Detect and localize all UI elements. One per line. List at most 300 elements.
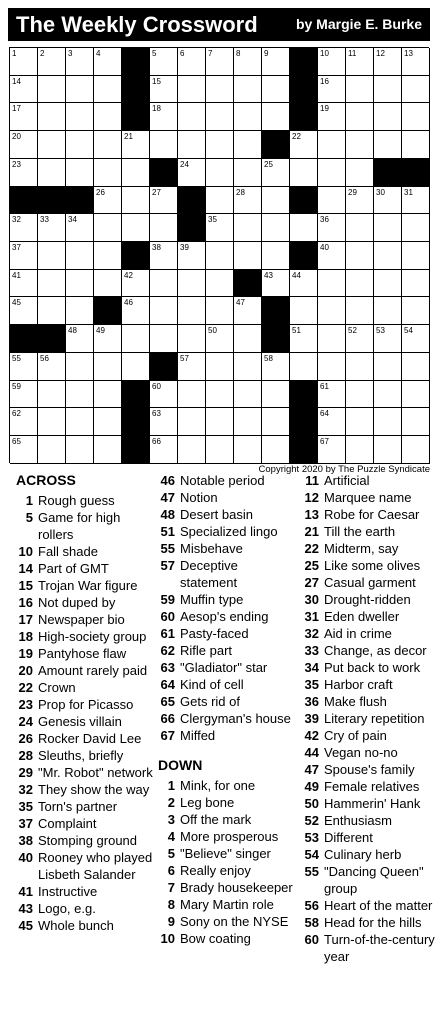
grid-cell[interactable] [374, 408, 402, 436]
clue-text: High-society group [38, 629, 147, 644]
across-heading: ACROSS [16, 472, 76, 488]
clue-text: Amount rarely paid [38, 663, 148, 678]
grid-cell[interactable] [66, 159, 94, 187]
grid-cell[interactable] [234, 381, 262, 409]
grid-cell[interactable] [318, 353, 346, 381]
grid-cell[interactable] [150, 103, 178, 131]
clue-number-label: 52 [304, 813, 319, 828]
clue-text: Literary repetition [324, 711, 425, 726]
grid-cell[interactable] [150, 187, 178, 215]
grid-cell[interactable] [38, 76, 66, 104]
grid-cell[interactable] [150, 48, 178, 76]
clue-number-label: 10 [18, 544, 33, 559]
clue-number: 12 [376, 49, 385, 58]
down-heading: DOWN [158, 757, 203, 773]
grid-cell[interactable] [234, 214, 262, 242]
clue-text: Logo, e.g. [38, 901, 96, 916]
grid-cell[interactable] [38, 214, 66, 242]
grid-cell[interactable] [346, 103, 374, 131]
grid-cell[interactable] [262, 408, 290, 436]
grid-cell[interactable] [206, 214, 234, 242]
grid-cell[interactable] [262, 214, 290, 242]
puzzle-title: The Weekly Crossword [16, 12, 258, 37]
grid-cell[interactable] [206, 353, 234, 381]
grid-cell[interactable] [10, 76, 38, 104]
grid-cell[interactable] [374, 76, 402, 104]
grid-cell[interactable] [94, 131, 122, 159]
grid-cell[interactable] [234, 159, 262, 187]
across-clue [16, 645, 156, 662]
grid-cell[interactable] [10, 103, 38, 131]
grid-cell[interactable] [94, 48, 122, 76]
grid-cell[interactable] [318, 103, 346, 131]
grid-cell[interactable] [402, 381, 430, 409]
grid-cell[interactable] [178, 76, 206, 104]
grid-cell[interactable] [178, 270, 206, 298]
grid-cell[interactable] [318, 76, 346, 104]
clue-number-label: 44 [304, 745, 319, 760]
grid-cell[interactable] [402, 297, 430, 325]
grid-cell[interactable] [262, 76, 290, 104]
grid-cell[interactable] [122, 159, 150, 187]
grid-cell[interactable] [94, 353, 122, 381]
grid-cell[interactable] [38, 242, 66, 270]
grid-cell[interactable] [38, 270, 66, 298]
grid-cell[interactable] [206, 131, 234, 159]
clue-number-label: 15 [18, 578, 33, 593]
grid-cell[interactable] [178, 242, 206, 270]
across-clue [158, 676, 298, 693]
grid-cell[interactable] [206, 381, 234, 409]
grid-cell[interactable] [402, 353, 430, 381]
clue-number-label: 56 [304, 898, 319, 913]
clue-number-label: 14 [18, 561, 33, 576]
grid-cell[interactable] [206, 270, 234, 298]
grid-cell[interactable] [10, 48, 38, 76]
grid-cell[interactable] [346, 159, 374, 187]
grid-cell[interactable] [150, 436, 178, 464]
grid-cell[interactable] [374, 297, 402, 325]
grid-cell[interactable] [318, 187, 346, 215]
grid-cell[interactable] [346, 270, 374, 298]
clue-text: Part of GMT [38, 561, 109, 576]
grid-cell[interactable] [10, 131, 38, 159]
grid-cell[interactable] [66, 325, 94, 353]
grid-cell[interactable] [234, 297, 262, 325]
grid-cell[interactable] [150, 242, 178, 270]
grid-cell[interactable] [290, 131, 318, 159]
grid-cell[interactable] [206, 408, 234, 436]
grid-cell[interactable] [374, 214, 402, 242]
clue-text: Instructive [38, 884, 98, 899]
grid-cell[interactable] [262, 242, 290, 270]
clue-number-label: 31 [304, 609, 319, 624]
grid-cell[interactable] [150, 325, 178, 353]
down-clue [302, 591, 440, 608]
grid-cell[interactable] [66, 76, 94, 104]
clue-number: 60 [152, 381, 161, 391]
grid-cell[interactable] [206, 103, 234, 131]
down-clue [302, 710, 440, 727]
across-clue [158, 727, 298, 744]
grid-cell[interactable] [318, 297, 346, 325]
clue-text: Prop for Picasso [38, 697, 134, 712]
down-clue [302, 523, 440, 540]
grid-cell[interactable] [374, 436, 402, 464]
grid-cell[interactable] [10, 159, 38, 187]
grid-cell[interactable] [10, 436, 38, 464]
grid-cell[interactable] [206, 159, 234, 187]
grid-cell[interactable] [346, 242, 374, 270]
grid-cell[interactable] [374, 48, 402, 76]
grid-cell[interactable] [150, 76, 178, 104]
grid-cell[interactable] [94, 325, 122, 353]
grid-cell[interactable] [402, 131, 430, 159]
grid-cell[interactable] [178, 436, 206, 464]
grid-cell[interactable] [346, 381, 374, 409]
grid-cell[interactable] [346, 48, 374, 76]
grid-cell[interactable] [290, 297, 318, 325]
grid-cell[interactable] [122, 325, 150, 353]
grid-cell[interactable] [38, 103, 66, 131]
grid-cell[interactable] [290, 214, 318, 242]
grid-cell[interactable] [346, 353, 374, 381]
grid-cell[interactable] [318, 242, 346, 270]
grid-cell[interactable] [318, 214, 346, 242]
grid-cell[interactable] [38, 297, 66, 325]
grid-cell[interactable] [10, 381, 38, 409]
grid-cell[interactable] [206, 297, 234, 325]
clue-number-label: 5 [167, 846, 175, 861]
grid-cell[interactable] [178, 131, 206, 159]
grid-cell[interactable] [346, 214, 374, 242]
grid-cell[interactable] [262, 436, 290, 464]
grid-cell[interactable] [94, 103, 122, 131]
grid-cell[interactable] [178, 325, 206, 353]
clue-number-label: 22 [18, 680, 33, 695]
clue-number: 19 [320, 104, 329, 114]
grid-cell[interactable] [262, 270, 290, 298]
grid-cell[interactable] [150, 131, 178, 159]
clue-number: 31 [404, 187, 413, 197]
grid-cell[interactable] [262, 381, 290, 409]
grid-cell[interactable] [318, 48, 346, 76]
clue-number-label: 47 [160, 490, 175, 505]
clue-number: 18 [152, 104, 161, 114]
grid-cell[interactable] [290, 325, 318, 353]
clue-number: 43 [264, 270, 273, 280]
grid-cell[interactable] [66, 131, 94, 159]
clue-text: Rocker David Lee [38, 731, 142, 746]
clue-number-label: 10 [160, 931, 175, 946]
grid-cell[interactable] [402, 242, 430, 270]
grid-cell[interactable] [262, 159, 290, 187]
grid-cell[interactable] [94, 76, 122, 104]
clue-number-label: 35 [18, 799, 33, 814]
grid-cell[interactable] [402, 48, 430, 76]
clue-number: 38 [152, 243, 161, 253]
grid-cell[interactable] [38, 48, 66, 76]
clue-number-label: 60 [160, 609, 175, 624]
grid-cell[interactable] [206, 48, 234, 76]
grid-cell[interactable] [234, 131, 262, 159]
grid-cell[interactable] [150, 270, 178, 298]
grid-cell[interactable] [150, 297, 178, 325]
grid-cell[interactable] [374, 270, 402, 298]
black-square [10, 187, 38, 215]
grid-cell[interactable] [94, 214, 122, 242]
across-clue [16, 883, 156, 900]
grid-cell[interactable] [38, 159, 66, 187]
grid-cell[interactable] [38, 381, 66, 409]
down-clue [302, 744, 440, 761]
grid-cell[interactable] [94, 381, 122, 409]
clue-text: Female relatives [324, 779, 420, 794]
grid-cell[interactable] [262, 187, 290, 215]
grid-cell[interactable] [66, 103, 94, 131]
grid-cell[interactable] [318, 159, 346, 187]
grid-cell[interactable] [234, 353, 262, 381]
grid-cell[interactable] [402, 436, 430, 464]
grid-cell[interactable] [402, 408, 430, 436]
grid-cell[interactable] [94, 159, 122, 187]
grid-cell[interactable] [94, 187, 122, 215]
grid-cell[interactable] [206, 187, 234, 215]
grid-cell[interactable] [374, 187, 402, 215]
clue-text: "Gladiator" star [180, 660, 268, 675]
grid-cell[interactable] [10, 242, 38, 270]
clue-text: Genesis villain [38, 714, 122, 729]
grid-cell[interactable] [178, 48, 206, 76]
grid-cell[interactable] [66, 381, 94, 409]
grid-cell[interactable] [402, 325, 430, 353]
grid-cell[interactable] [234, 48, 262, 76]
grid-cell[interactable] [122, 131, 150, 159]
clue-text: Kind of cell [180, 677, 244, 692]
down-clue [302, 540, 440, 557]
clue-number: 49 [96, 326, 105, 336]
across-clue [16, 900, 156, 917]
clue-text: Desert basin [180, 507, 253, 522]
grid-cell[interactable] [66, 297, 94, 325]
grid-cell[interactable] [374, 381, 402, 409]
across-clue [16, 815, 156, 832]
grid-cell[interactable] [38, 408, 66, 436]
clue-text: Fall shade [38, 544, 98, 559]
grid-cell[interactable] [346, 297, 374, 325]
across-clue [158, 693, 298, 710]
clue-number-label: 38 [18, 833, 33, 848]
grid-cell[interactable] [10, 353, 38, 381]
grid-cell[interactable] [122, 214, 150, 242]
grid-cell[interactable] [402, 270, 430, 298]
grid-cell[interactable] [10, 297, 38, 325]
across-clue [158, 710, 298, 727]
grid-cell[interactable] [346, 187, 374, 215]
grid-cell[interactable] [402, 214, 430, 242]
black-square [262, 297, 290, 325]
clue-number: 40 [320, 243, 329, 253]
black-square [150, 159, 178, 187]
across-clue [158, 591, 298, 608]
across-clue [16, 560, 156, 577]
grid-cell[interactable] [402, 187, 430, 215]
down-clue [302, 778, 440, 795]
clue-number-label: 26 [18, 731, 33, 746]
clue-number-label: 50 [304, 796, 319, 811]
grid-cell[interactable] [122, 353, 150, 381]
grid-cell[interactable] [346, 131, 374, 159]
grid-cell[interactable] [38, 131, 66, 159]
grid-cell[interactable] [122, 187, 150, 215]
black-square [234, 270, 262, 298]
clue-number-label: 12 [304, 490, 319, 505]
grid-cell[interactable] [234, 187, 262, 215]
grid-cell[interactable] [178, 381, 206, 409]
grid-cell[interactable] [290, 353, 318, 381]
grid-cell[interactable] [346, 76, 374, 104]
clue-number: 42 [124, 270, 133, 280]
clue-text: Stomping ground [38, 833, 138, 848]
clue-number: 6 [180, 49, 185, 58]
grid-cell[interactable] [262, 103, 290, 131]
clue-text: Mary Martin role [180, 897, 274, 912]
clue-number-label: 29 [18, 765, 33, 780]
grid-cell[interactable] [318, 131, 346, 159]
clue-text: Rooney who played Lisbeth Salander [38, 850, 153, 882]
clue-number: 67 [320, 437, 329, 447]
grid-cell[interactable] [262, 353, 290, 381]
clue-number: 3 [68, 49, 73, 58]
clue-number-label: 17 [18, 612, 33, 627]
clue-number-label: 23 [18, 697, 33, 712]
clue-text: Vegan no-no [324, 745, 398, 760]
across-clue [16, 713, 156, 730]
grid-cell[interactable] [66, 408, 94, 436]
grid-cell[interactable] [402, 76, 430, 104]
grid-cell[interactable] [374, 131, 402, 159]
across-clue [158, 557, 298, 591]
clue-number-label: 30 [304, 592, 319, 607]
clue-number: 20 [12, 132, 21, 142]
grid-cell[interactable] [178, 408, 206, 436]
across-clue [158, 659, 298, 676]
grid-cell[interactable] [206, 76, 234, 104]
clue-number-label: 47 [304, 762, 319, 777]
grid-cell[interactable] [206, 436, 234, 464]
grid-cell[interactable] [346, 325, 374, 353]
clue-text: Newspaper bio [38, 612, 125, 627]
grid-cell[interactable] [178, 297, 206, 325]
grid-cell[interactable] [94, 408, 122, 436]
clue-text: "Mr. Robot" network [38, 765, 153, 780]
grid-cell[interactable] [206, 325, 234, 353]
across-clue [16, 747, 156, 764]
copyright-notice: Copyright 2020 by The Puzzle Syndicate [258, 464, 430, 475]
grid-cell[interactable] [10, 408, 38, 436]
clue-number: 63 [152, 409, 161, 419]
grid-cell[interactable] [402, 103, 430, 131]
clue-number: 45 [12, 298, 21, 308]
grid-cell[interactable] [206, 242, 234, 270]
clue-number-label: 1 [25, 493, 33, 508]
clue-text: Heart of the matter [324, 898, 433, 913]
grid-cell[interactable] [178, 103, 206, 131]
grid-cell[interactable] [66, 242, 94, 270]
clue-number: 59 [12, 381, 21, 391]
grid-cell[interactable] [374, 325, 402, 353]
grid-cell[interactable] [66, 214, 94, 242]
clue-text: Casual garment [324, 575, 416, 590]
grid-cell[interactable] [94, 242, 122, 270]
grid-cell[interactable] [234, 408, 262, 436]
clue-number: 56 [40, 353, 49, 363]
grid-cell[interactable] [234, 325, 262, 353]
clue-number: 46 [124, 298, 133, 308]
clue-number-label: 18 [18, 629, 33, 644]
grid-cell[interactable] [94, 270, 122, 298]
grid-cell[interactable] [66, 436, 94, 464]
grid-cell[interactable] [346, 436, 374, 464]
clue-number: 8 [236, 49, 241, 58]
grid-cell[interactable] [290, 159, 318, 187]
grid-cell[interactable] [374, 242, 402, 270]
grid-cell[interactable] [262, 48, 290, 76]
clue-number: 25 [264, 159, 273, 169]
grid-cell[interactable] [234, 436, 262, 464]
grid-cell[interactable] [10, 214, 38, 242]
clue-number: 21 [124, 132, 133, 142]
clue-number: 22 [292, 132, 301, 142]
grid-cell[interactable] [150, 408, 178, 436]
grid-cell[interactable] [290, 270, 318, 298]
grid-cell[interactable] [234, 103, 262, 131]
grid-cell[interactable] [38, 436, 66, 464]
grid-cell[interactable] [234, 242, 262, 270]
grid-cell[interactable] [178, 353, 206, 381]
clue-text: Put back to work [324, 660, 421, 675]
grid-cell[interactable] [122, 297, 150, 325]
clue-number: 16 [320, 76, 329, 86]
across-clue [158, 642, 298, 659]
grid-cell[interactable] [234, 76, 262, 104]
black-square [122, 436, 150, 464]
grid-cell[interactable] [66, 270, 94, 298]
grid-cell[interactable] [150, 214, 178, 242]
grid-cell[interactable] [38, 353, 66, 381]
clue-text: Game for high rollers [38, 510, 121, 542]
grid-cell[interactable] [150, 381, 178, 409]
grid-cell[interactable] [318, 270, 346, 298]
grid-cell[interactable] [318, 381, 346, 409]
grid-cell[interactable] [66, 48, 94, 76]
grid-cell[interactable] [318, 325, 346, 353]
grid-cell[interactable] [346, 408, 374, 436]
grid-cell[interactable] [374, 353, 402, 381]
grid-cell[interactable] [374, 103, 402, 131]
grid-cell[interactable] [66, 353, 94, 381]
across-clue [158, 523, 298, 540]
clue-number: 17 [12, 104, 21, 114]
across-clue-list-continued [158, 472, 298, 744]
grid-cell[interactable] [318, 436, 346, 464]
grid-cell[interactable] [178, 159, 206, 187]
grid-cell[interactable] [318, 408, 346, 436]
grid-cell[interactable] [10, 270, 38, 298]
clue-number-label: 65 [160, 694, 175, 709]
grid-cell[interactable] [94, 436, 122, 464]
grid-cell[interactable] [122, 270, 150, 298]
